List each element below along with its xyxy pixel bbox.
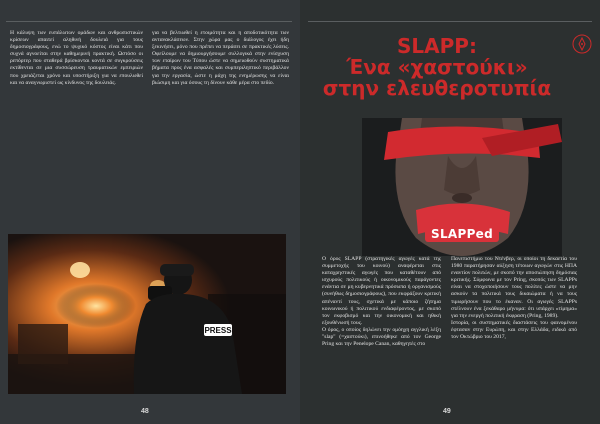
blindfolded-face-photo — [362, 118, 562, 256]
title-line-3: στην ελευθεροτυπία — [322, 76, 552, 100]
press-photo-image — [8, 234, 286, 394]
page-number-left: 48 — [141, 408, 149, 415]
right-column-1 — [322, 256, 441, 354]
right-column-2-text: Πανεπιστήμιο του Ντένβερ, οι οποίοι τη δεκαετία του 1980 παρατήρησαν αύξηση τέτοιων αγωγών στις ΗΠΑ εναντίον πολιτών, με σκοπό την αποσιώπηση δημόσιας κριτικής. Σύμφωνα με τον Pring, σκοπός των SLAPPs είναι να στοχοποιήσουν τους πολίτες ώστε να μην ασκούν τα πολιτικά τους δικαιώματα ή να τους τιμωρήσουν που το έκαναν. Οι αγωγές SLAPPs στέλνουν ένα ξεκάθαρο μήνυμα: ότι υπάρχει «τίμημα» για την ενεργή πολιτική έκφραση (Pring, 1989). Ιστορία, οι συστηματικές διαστάσεις του φαινομένου έφτασαν στην Ευρώπη, και στην Ελλάδα, ειδικά από τον Οκτώβριο του 2017, — [451, 256, 577, 341]
header-rule-left — [6, 21, 292, 22]
page-number-right: 49 — [443, 408, 451, 415]
right-column-2 — [451, 256, 577, 347]
press-photo — [8, 234, 286, 394]
pen-nib-icon — [572, 34, 592, 54]
title-line-1: SLAPP: — [397, 34, 477, 58]
left-column-1-text: Η κάλυψη των ευπάλωτων ομάδων και ανθρωπιστικών κρίσεων απαιτεί αληθινή δουλειά για τους δημοσιογράφους, ενώ το ψυχικό κόστος είναι κάτι που συχνά αγνοείται στην καθημερινή πρακτική. Ωστόσο οι ρεπόρτερ που σταθερά βρίσκονται κοντά σε συγκρούσεις εκτίθενται σε μια συσσώρευση τραυματικών εμπειριών που χρειάζεται χρόνο και υποστήριξη για να επουλωθεί και να αναγνωριστεί ως κίνδυνος της δουλειάς. — [10, 30, 143, 86]
article-title — [322, 36, 552, 99]
left-column-1 — [10, 30, 143, 93]
title-line-2: Ένα «χαστούκι» — [346, 55, 528, 79]
right-column-1-text: Ο όρος SLAPP (στρατηγικές αγωγές κατά της συμμετοχής του κοινού) αναφέρεται στις καταχρηστικές αγωγές που καταθέτουν από ισχυρούς πολιτικούς ή οικονομικούς παράγοντες ενάντια σε μη κυβερνητικά πρόσωπα ή οργανισμούς (συνήθως δημοσιογράφους), που εκφράζουν κριτική απέναντί τους, σχετικά με κάποιο ζήτημα κοινωνικού ή πολιτικού ενδιαφέροντος, με σκοπό τον εκφοβισμό και την οικονομική και ηθική εξουθένωσή τους. Ο όρος, ο οποίος δηλώνει την ομόηχη αγγλική λέξη "slap" (=χαστούκι), επινοήθηκε από τον George Pring και την Penelope Canan, καθηγητές στο — [322, 256, 441, 348]
press-label: PRESS — [204, 326, 232, 335]
right-page — [300, 0, 600, 424]
left-column-2-text: για να βελτιωθεί η ετοιμότητα και η αποδοτικότητα των αντανακλάσεων. Στην χώρα μας ο διάλογος έχει ήδη ξεκινήσει, μόνο που πρέπει να περάσει σε πρακτικές λύσεις. Οφείλουμε να δημιουργήσουμε συλλογικά στην ενίσχυση των εταίρων του Τύπου ώστε να σημειωθούν συστηματικά βήματα προς ένα ασφαλές και συμπεριληπτικό περιβάλλον για την εργασία, ώστε η μάχη της ενημέρωσης να είναι βιώσιμη και για όσους τη δίνουν κάθε μέρα στο πεδίο. — [152, 30, 289, 86]
slapped-tape-label: SLAPPed — [425, 226, 499, 242]
header-rule-right — [308, 21, 592, 22]
left-column-2 — [152, 30, 289, 93]
